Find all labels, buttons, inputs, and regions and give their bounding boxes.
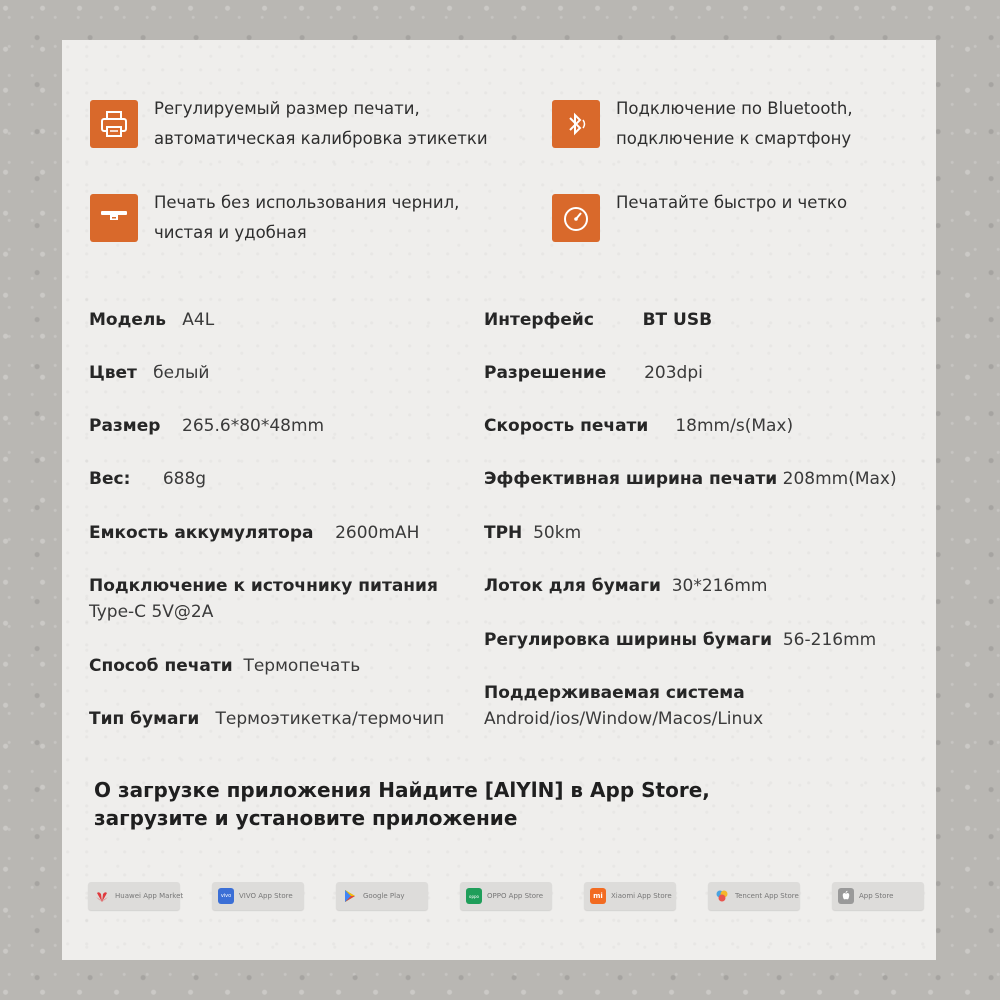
spec-battery xyxy=(89,520,419,546)
feature-line: чистая и удобная xyxy=(154,223,307,242)
spec-value: 30*216mm xyxy=(671,576,768,596)
spec-value: 208mm(Max) xyxy=(782,469,897,489)
feature-line: Подключение по Bluetooth, xyxy=(616,99,853,118)
store-badge-huawei[interactable] xyxy=(88,882,184,910)
huawei-icon xyxy=(94,888,110,904)
printer-icon xyxy=(90,100,138,148)
spec-tph xyxy=(484,520,581,546)
app-note-line: О загрузке приложения Найдите [AlYlN] в App Store, xyxy=(94,778,710,802)
feature-text xyxy=(154,94,488,154)
spec-key: Поддерживаемая система xyxy=(484,683,745,703)
store-label: OPPO App Store xyxy=(487,892,544,900)
spec-value: 50km xyxy=(533,523,582,543)
store-badge-xiaomi[interactable] xyxy=(584,882,676,910)
spec-key: Эффективная ширина печати xyxy=(484,469,778,489)
store-badge-vivo[interactable] xyxy=(212,882,304,910)
bluetooth-icon xyxy=(552,100,600,148)
spec-value: 688g xyxy=(162,469,207,489)
spec-paper-type xyxy=(89,706,444,732)
store-label: Huawei App Market xyxy=(115,892,184,900)
app-note-line: загрузите и установите приложение xyxy=(94,806,518,830)
store-label: Xiaomi App Store xyxy=(611,892,672,900)
app-download-note xyxy=(94,776,710,832)
spec-key: Тип бумаги xyxy=(89,709,200,729)
spec-value: BT USB xyxy=(642,310,713,330)
vivo-icon: vivo xyxy=(218,888,234,904)
spec-resolution xyxy=(484,360,703,386)
feature-bluetooth xyxy=(552,100,853,154)
thermal-printhead-icon xyxy=(90,194,138,242)
store-badge-oppo[interactable] xyxy=(460,882,552,910)
feature-text xyxy=(616,188,847,218)
spec-key: Лоток для бумаги xyxy=(484,576,661,596)
spec-key: Способ печати xyxy=(89,656,233,676)
store-badge-app-store[interactable] xyxy=(832,882,924,910)
spec-value: белый xyxy=(153,363,210,383)
store-badge-google-play[interactable] xyxy=(336,882,428,910)
spec-key: Модель xyxy=(89,310,167,330)
feature-text xyxy=(616,94,853,154)
feature-line: автоматическая калибровка этикетки xyxy=(154,129,488,148)
store-label: App Store xyxy=(859,892,894,900)
spec-value: Термопечать xyxy=(243,656,361,676)
spec-width-adjust xyxy=(484,627,876,653)
store-badges xyxy=(88,882,924,910)
spec-key: Емкость аккумулятора xyxy=(89,523,314,543)
feature-print-size xyxy=(90,100,488,154)
spec-color xyxy=(89,360,209,386)
oppo-icon: oppo xyxy=(466,888,482,904)
feature-text xyxy=(154,188,459,248)
spec-value: Термоэтикетка/термочип xyxy=(215,709,445,729)
spec-value: A4L xyxy=(182,310,215,330)
speedometer-icon xyxy=(552,194,600,242)
spec-print-speed xyxy=(484,413,793,439)
spec-key: TPH xyxy=(484,523,523,543)
google-play-icon xyxy=(342,888,358,904)
spec-power xyxy=(89,573,438,625)
spec-print-width xyxy=(484,466,897,492)
spec-key: Вес: xyxy=(89,469,131,489)
feature-inkless xyxy=(90,194,459,248)
feature-line: Регулируемый размер печати, xyxy=(154,99,420,118)
spec-key: Размер xyxy=(89,416,161,436)
store-badge-tencent[interactable] xyxy=(708,882,800,910)
spec-supported-os xyxy=(484,680,763,732)
spec-value: 56-216mm xyxy=(782,630,877,650)
spec-interface xyxy=(484,307,712,333)
feature-line: Печать без использования чернил, xyxy=(154,193,460,212)
spec-paper-tray xyxy=(484,573,767,599)
spec-key: Разрешение xyxy=(484,363,607,383)
spec-value: 2600mAH xyxy=(335,523,420,543)
spec-model xyxy=(89,307,214,333)
spec-size xyxy=(89,413,324,439)
spec-value: Type-C 5V@2A xyxy=(89,602,214,622)
store-label: Google Play xyxy=(363,892,405,900)
store-label: VIVO App Store xyxy=(239,892,293,900)
xiaomi-icon: mi xyxy=(590,888,606,904)
spec-key: Интерфейс xyxy=(484,310,594,330)
spec-key: Скорость печати xyxy=(484,416,649,436)
apple-icon xyxy=(838,888,854,904)
feature-fast-print xyxy=(552,194,847,242)
spec-key: Подключение к источнику питания xyxy=(89,576,438,596)
spec-weight xyxy=(89,466,206,492)
feature-line: Печатайте быстро и четко xyxy=(616,193,848,212)
store-label: Tencent App Store xyxy=(735,892,799,900)
spec-print-method xyxy=(89,653,360,679)
feature-line: подключение к смартфону xyxy=(616,129,852,148)
spec-value: Android/ios/Window/Macos/Linux xyxy=(484,709,764,729)
spec-key: Регулировка ширины бумаги xyxy=(484,630,773,650)
tencent-icon xyxy=(714,888,730,904)
spec-value: 203dpi xyxy=(644,363,703,383)
spec-key: Цвет xyxy=(89,363,137,383)
spec-value: 265.6*80*48mm xyxy=(182,416,325,436)
spec-value: 18mm/s(Max) xyxy=(675,416,794,436)
